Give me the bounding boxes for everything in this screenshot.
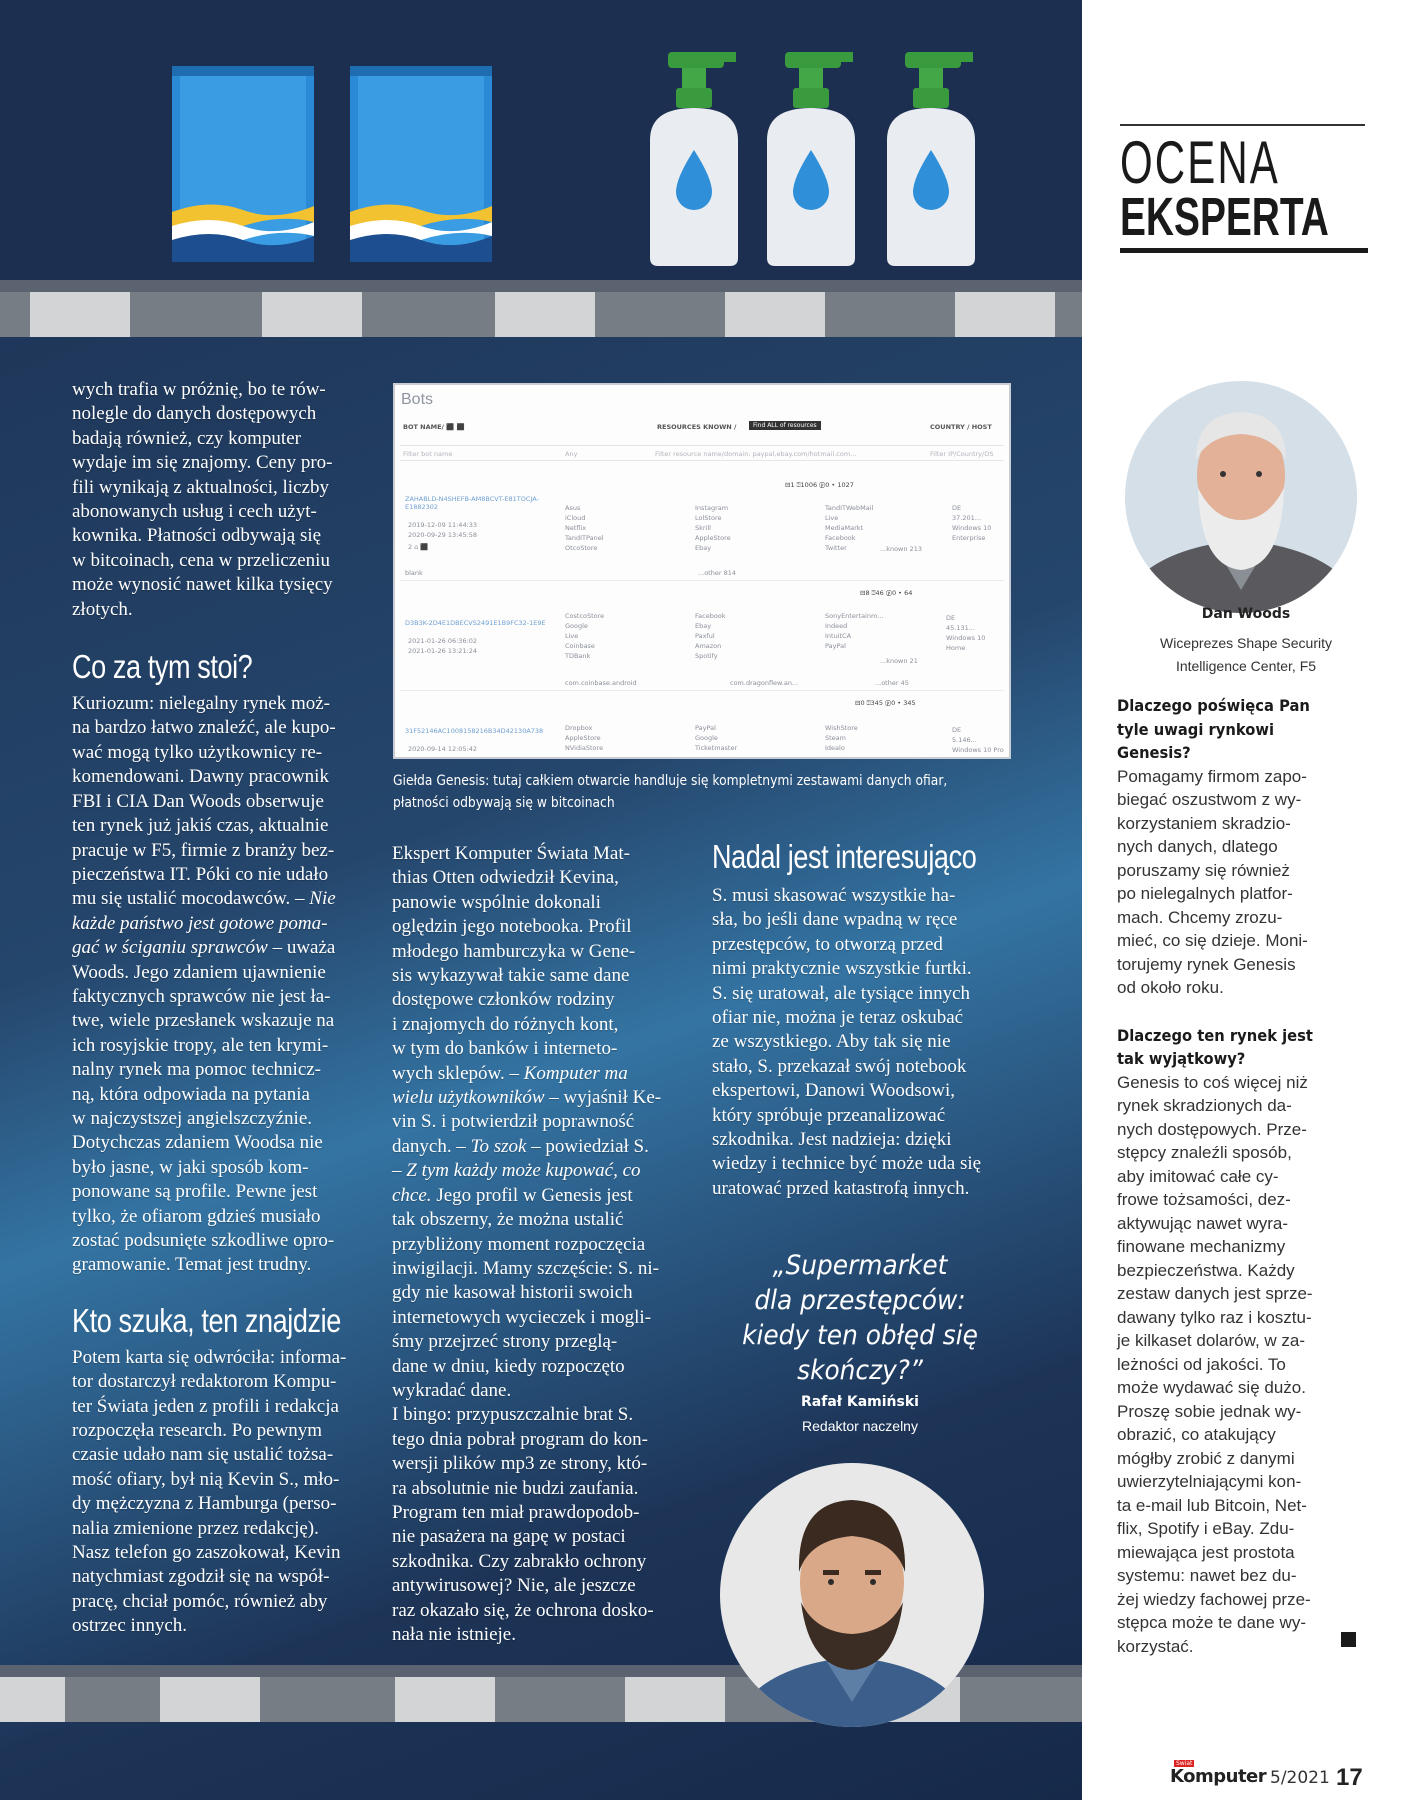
column-header: BOT NAME/ ⬛ ⬛ xyxy=(403,423,465,431)
paragraph: S. musi skasować wszystkie ha- sła, bo jeśli dane wpadną w ręce przestępców, to otworzą przed nimi praktycznie wszystkie furtki. S. się uratował, ale tysiące innych ofiar nie, można je teraz oskubać ze wszystkiego. Aby tak się nie stało, S. przekazał swój notebook ekspertowi, Danowi Woodsowi, który spróbuje przeanalizować szkodnika. Jest nadzieja: dzięki wiedzy i technice być może uda się uratować przed katastrofą innych. xyxy=(712,885,982,1199)
divider xyxy=(1120,248,1368,253)
section-heading: Kto szuka, ten znajdzie xyxy=(72,1301,341,1339)
shelf-illustration xyxy=(0,0,1082,285)
interview-question: Dlaczego poświęca Pan tyle uwagi rynkowi Genesis? xyxy=(1117,696,1310,762)
sidebar-heading-line1: OCENA xyxy=(1120,129,1280,196)
screenshot-title: Bots xyxy=(401,391,434,408)
figure-caption: Giełda Genesis: tutaj całkiem otwarcie handluje się kompletnymi zestawami danych ofiar, płatności odbywają się w bitcoinach xyxy=(393,773,948,811)
brand-tag: Świat xyxy=(1176,1760,1193,1767)
page-number: 17 xyxy=(1336,1764,1363,1791)
filter-input: Filter resource name/domain: paypal,ebay.com/hotmail.com... xyxy=(655,450,857,458)
interview-answer: Genesis to coś więcej niż rynek skradzionych da- nych dostępowych. Prze- stępcy znaleźli sposób, aby imitować całe cy- frowe tożsamości, dez- aktywując nawet wyra- finowane mechanizmy bezpieczeństwa. Każdy zestaw danych jest sprze- dawany tylko raz i kosztu- je kilkaset dolarów, w za- leżności od jakości. To może wydawać się dużo. Proszę sobie jednak wy- obrazić, co atakujący mógłby zrobić z danymi uwierzytelniającymi kon- ta e-mail lub Bitcoin, Net- flix, Spotify i eBay. Zdu- miewająca jest prostota systemu: nawet bez du- żej wiedzy fachowej prze- stępca może te dane wy- korzystać. xyxy=(1117,1072,1313,1656)
filter-input: Filter IP/Country/OS xyxy=(930,450,994,458)
bot-entry: ⊟1 ⍰1006 ⓟ0 • 1027 ZAHABLD-N4SHEFB-AM8BCVT-E81TOCJA-E1882302 2019-12-09 11:44:33 2020-09-29 13:45:58 2 ⌂ ⬛ blank Asus iCloud Netflix TandITPanel OtcoStore Instagram LolStore Skrill AppleStore Ebay TandITWebMail Live MediaMarkt Facebook Twitter ...known 213 ...other 814 DE 37.201... Windows 10 Enterprise xyxy=(400,473,1004,581)
expert-role: Wiceprezes Shape Security Intelligence Center, F5 xyxy=(1160,635,1332,674)
divider xyxy=(1120,124,1365,126)
interview xyxy=(1117,694,1337,1658)
filter-bar xyxy=(400,445,1004,461)
column-header: COUNTRY / HOST xyxy=(930,423,992,431)
soap-bottle-icon xyxy=(650,52,738,266)
paragraph: Kuriozum: nielegalny rynek moż- na bardzo łatwo znaleźć, ale kupo- wać mogą tylko użytkownicy re- komendowani. Dawny pracownik FBI i CIA Dan Woods obserwuje ten rynek już jakiś czas, aktualnie pracuje w F5, firmie z branży bez- pieczeństwa IT. Póki co nie udało mu się ustalić mocodawców. – Nie każde państwo jest gotowe poma- gać w ściganiu sprawców – uważa Woods. Jego zdaniem ujawnienie faktycznych sprawców nie jest ła- twe, wiele przesłanek wskazuje na ich rosyjskie tropy, ale ten krymi- nalny rynek ma pomoc technicz- ną, która odpowiada na pytania w najczystszej angielszczyźnie. Dotychczas zdaniem Woodsa nie było jasne, w jaki sposób kom- ponowane są profile. Pewne jest tylko, że ofiarom gdzieś musiało zostać podsunięte szkodliwe opro- gramowanie. Temat jest trudny. xyxy=(72,693,336,1276)
quote-author-name: Rafał Kamiński xyxy=(801,1394,919,1410)
soap-bottle-icon xyxy=(887,52,975,266)
editor-portrait xyxy=(719,1462,985,1732)
end-mark xyxy=(1341,1632,1356,1647)
sidebar-heading-line2: EKSPERTA xyxy=(1120,187,1329,247)
interview-answer: Pomagamy firmom zapo- biegać oszustwom z wy- korzystaniem skradzio- nych danych, dlatego poruszamy się również po nielegalnych platfor- mach. Chcemy zrozu- mieć, co się dzieje. Moni- torujemy rynek Genesis od około roku. xyxy=(1117,766,1308,997)
genesis-screenshot xyxy=(393,383,1011,759)
issue-number: 5/2021 xyxy=(1270,1768,1330,1788)
intro-paragraph: wych trafia w próżnię, bo te rów- nolegle do danych dostępowych badają również, czy komputer wydaje im się znajomy. Ceny pro- fili wynikają z aktualności, liczby abonowanych usług i cech użyt- kownika. Płatności odbywają się w bitcoinach, cena w przeliczeniu może wynosić nawet kilka tysięcy złotych. xyxy=(72,379,333,620)
interview-question: Dlaczego ten rynek jest tak wyjątkowy? xyxy=(1117,1025,1313,1068)
tooltip: Find ALL of resources xyxy=(749,421,821,430)
expert-name: Dan Woods xyxy=(1201,606,1291,622)
article-column-2 xyxy=(392,842,688,1647)
expert-portrait xyxy=(1116,380,1366,614)
article-column-3 xyxy=(712,838,1012,1201)
quote-author-role: Redaktor naczelny xyxy=(802,1418,918,1434)
paragraph: Ekspert Komputer Świata Mat- thias Otten odwiedził Kevina, panowie wspólnie dokonali oględzin jego notebooka. Profil młodego hamburczyka w Gene- sis wykazywał takie same dane dostępowe członków rodziny i znajomych do różnych kont, w tym do banków i interneto- wych sklepów. – Komputer ma wielu użytkowników – wyjaśnił Ke- vin S. i potwierdził poprawność danych. – To szok – powiedział S. – Z tym każdy może kupować, co chce. Jego profil w Genesis jest tak obszerny, że można ustalić przybliżony moment rozpoczęcia inwigilacji. Mamy szczęście: S. ni- gdy nie kasował historii swoich internetowych wycieczek i mogli- śmy przejrzeć strony przeglą- dane w dniu, kiedy rozpoczęto wykradać dane. I bingo: przypuszczalnie brat S. tego dnia pobrał program do kon- wersji plików mp3 ze strony, któ- ra absolutnie nie budzi zaufania. Program ten miał prawdopodob- nie pasażera na gapę w postaci szkodnika. Czy zabrakło ochrony antywirusowej? Nie, ale jeszcze raz okazało się, że ochrona dosko- nała nie istnieje. xyxy=(392,843,662,1645)
brand-logo: Komputer xyxy=(1170,1766,1267,1787)
bot-entry: ⊟8 ⍰46 ⓟ0 • 64 D3B3K-2D4E1DBECVS2491E1B9FC32-1E9E 2021-01-26 06:36:02 2021-01-26 13:21:24 CostcoStore Google Live Coinbase TDBank Facebook Ebay Paxful Amazon Spotify SonyEntertainm... Indeed IntuitCA PayPal ...known 21 ...other 45 com.coinbase.android com.dragonflew.an... DE 45.131... Windows 10 Home xyxy=(400,583,1004,691)
pull-quote: „Supermarket dla przestępców: kiedy ten obłęd się skończy?” xyxy=(742,1250,978,1386)
soap-bottle-icon xyxy=(767,52,855,266)
article-column-1 xyxy=(72,378,368,1639)
filter-input: Filter bot name xyxy=(403,450,453,458)
quote-inline: Nie każde państwo jest gotowe poma- gać w ściganiu sprawców xyxy=(72,888,336,959)
bot-entry: ⊟0 ⍰345 ⓟ0 • 345 31F52146AC1008158216B34D42130A738 2020-09-14 12:05:42 Dropbox AppleStore NVidiaStore PayPal Google Ticketmaster WishStore Steam Idealo DE 5.146... Windows 10 Pro xyxy=(405,699,1004,754)
section-heading: Co za tym stoi? xyxy=(72,648,253,686)
filter-select: Any xyxy=(565,450,578,458)
section-heading: Nadal jest interesująco xyxy=(712,838,977,875)
paragraph: Potem karta się odwróciła: informa- tor dostarczył redaktorom Kompu- ter Świata jeden z profili i redakcja rozpoczęła research. Po pewnym czasie udało nam się ustalić tożsa- mość ofiary, był nią Kevin S., mło- dy mężczyzna z Hamburga (perso- nalia zmienione przez redakcję). Nasz telefon go zaszokował, Kevin natychmiast zgodził się na współ- pracę, chciał pomóc, również aby ostrzec innych. xyxy=(72,1346,347,1637)
detergent-box-icon xyxy=(172,66,314,262)
column-header: RESOURCES KNOWN / xyxy=(657,423,737,431)
detergent-box-icon xyxy=(350,66,492,262)
